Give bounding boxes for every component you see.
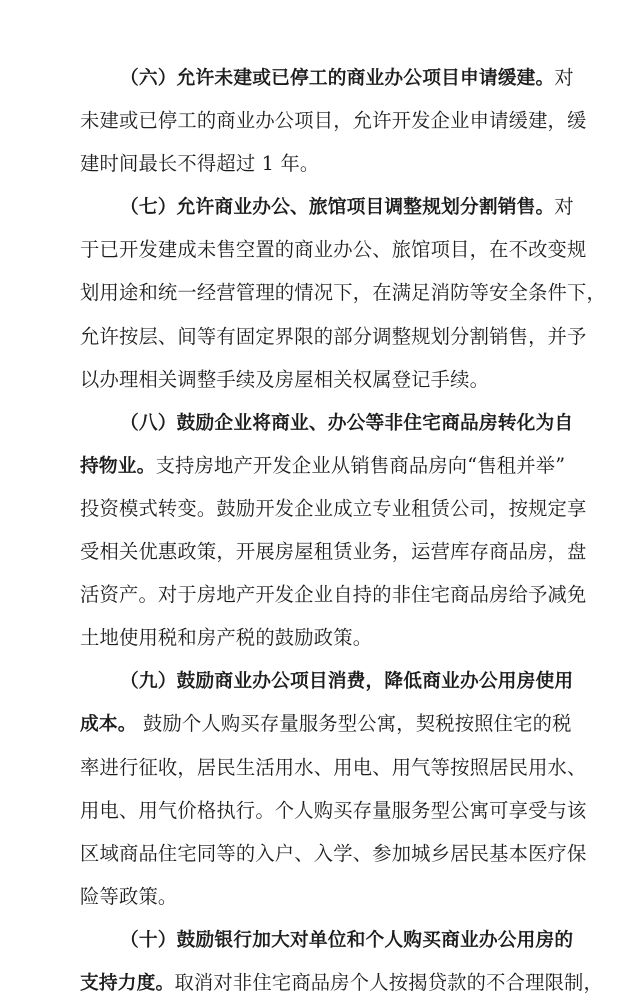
body-text: 险等政策。 [80,884,178,908]
body-text: 受相关优惠政策，开展房屋租赁业务，运营库存商品房，盘 [80,540,587,564]
text-line [80,99,587,142]
text-line [80,315,587,358]
section-heading: 持物业。 [80,455,156,477]
text-line [80,228,587,271]
text-line [80,616,558,659]
body-text: 投资模式转变。鼓励开发企业成立专业租赁公司，按规定享 [80,496,587,520]
text-line [80,702,572,745]
section-heading: （十）鼓励银行加大对单位和个人购买商业办公用房的 [120,929,574,951]
section-heading: （九）鼓励商业办公项目消费，降低商业办公用房使用 [120,671,574,693]
text-line [80,789,587,832]
body-text: 建时间最长不得超过 1 年。 [80,152,320,176]
body-text: 未建或已停工的商业办公项目，允许开发企业申请缓建，缓 [80,109,587,133]
text-line [80,185,574,228]
body-text: 活资产。对于房地产开发企业自持的非住宅商品房给予减免 [80,583,587,607]
body-text: 用电、用气价格执行。个人购买存量服务型公寓可享受与该 [80,798,587,822]
body-text: 取消对非住宅商品房个人按揭贷款的不合理限制， [174,970,604,994]
body-text: 鼓励个人购买存量服务型公寓，契税按照住宅的税 [136,712,572,736]
section-heading: （七）允许商业办公、旅馆项目调整规划分割销售。 [120,197,555,219]
text-line [80,875,558,918]
body-text: 对 [554,195,574,219]
body-text: 于已开发建成未售空置的商业办公、旅馆项目，在不改变规 [80,238,587,262]
body-text: 允许按层、间等有固定界限的部分调整规划分割销售，并予 [80,324,587,348]
text-line [80,444,566,487]
text-line [80,659,574,702]
body-text: 以办理相关调整手续及房屋相关权属登记手续。 [80,367,490,391]
section-heading: 支持力度。 [80,972,175,994]
text-line [80,573,587,616]
text-line [80,530,587,573]
document-page [80,56,606,1004]
section-heading: （六）允许未建或已停工的商业办公项目申请缓建。 [120,68,555,89]
body-text: 率进行征收，居民生活用水、用电、用气等按照居民用水、 [80,755,587,779]
body-text: 划用途和统一经营管理的情况下，在满足消防等安全条件下， [80,281,606,305]
text-line [80,271,606,314]
text-line [80,746,587,789]
section-heading: （八）鼓励企业将商业、办公等非住宅商品房转化为自 [120,412,574,434]
body-text: 支持房地产开发企业从销售商品房向“售租并举” [155,453,566,477]
body-text: 区域商品住宅同等的入户、入学、参加城乡居民基本医疗保 [80,841,587,865]
section-heading: 成本。 [80,714,137,736]
text-line [80,56,574,99]
text-line [80,401,574,444]
text-line [80,961,604,1004]
text-line [80,832,587,875]
text-line [80,142,558,185]
text-line [80,918,574,961]
text-line [80,358,558,401]
body-text: 土地使用税和房产税的鼓励政策。 [80,626,373,650]
text-line [80,487,587,530]
body-text: 对 [554,66,574,89]
